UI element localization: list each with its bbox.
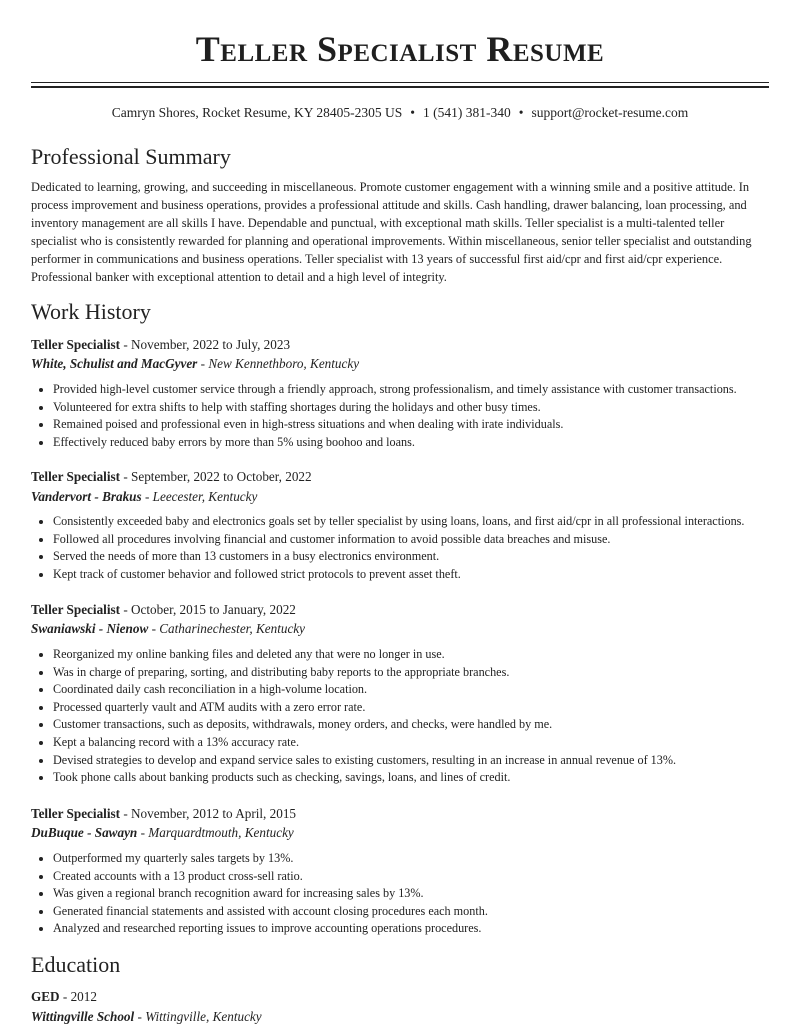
job-bullet: • Took phone calls about banking products such as checking, savings, loans, and lines of credit. bbox=[53, 769, 771, 787]
job-bullet: • Provided high-level customer service through a friendly approach, strong professionalism, and timely assistance with customer transactions. bbox=[53, 381, 771, 399]
job-bullets bbox=[31, 646, 771, 787]
resume-title: Teller Specialist Resume bbox=[195, 29, 605, 69]
job-bullet: • Was given a regional branch recognition award for increasing sales by 13%. bbox=[53, 885, 771, 903]
employer-name: Vandervort - Brakus bbox=[31, 489, 142, 504]
employer-location: - Leecester, Kentucky bbox=[144, 489, 258, 504]
education-degree: GED bbox=[31, 989, 60, 1004]
job-bullet: • Followed all procedures involving financial and customer information to avoid possible data breaches and misuse. bbox=[53, 531, 771, 549]
employer-location: - New Kennethboro, Kentucky bbox=[200, 356, 360, 371]
education-school: Wittingville School bbox=[31, 1009, 135, 1024]
contact-separator: • bbox=[410, 105, 415, 120]
job-role: Teller Specialist bbox=[31, 337, 121, 352]
job-bullet: • Devised strategies to develop and expand service sales to existing customers, resulting in an increase in annual revenue of 13%. bbox=[53, 752, 771, 770]
education-location: - Wittingville, Kentucky bbox=[137, 1009, 262, 1024]
job-dates: - October, 2015 to January, 2022 bbox=[123, 602, 296, 617]
employer-location: - Marquardtmouth, Kentucky bbox=[140, 825, 294, 840]
job-bullets bbox=[31, 850, 771, 938]
job-dates: - November, 2012 to April, 2015 bbox=[123, 806, 297, 821]
job-bullet: • Created accounts with a 13 product cross-sell ratio. bbox=[53, 868, 771, 886]
employer-line bbox=[31, 355, 771, 373]
job-dates: - September, 2022 to October, 2022 bbox=[123, 469, 312, 484]
education-heading: Education bbox=[31, 952, 121, 977]
job-bullet: • Consistently exceeded baby and electronics goals set by teller specialist by using loans, loans, and first aid/cpr in all professional interactions. bbox=[53, 513, 771, 531]
job-bullet: • Customer transactions, such as deposits, withdrawals, money orders, and checks, were handled by me. bbox=[53, 716, 771, 734]
employer-line bbox=[31, 488, 771, 506]
job-bullets bbox=[31, 513, 771, 583]
job-dates: - November, 2022 to July, 2023 bbox=[123, 337, 291, 352]
title-divider-thick bbox=[31, 86, 769, 88]
contact-separator: • bbox=[518, 105, 524, 120]
job-bullet: • Coordinated daily cash reconciliation in a high-volume location. bbox=[53, 681, 771, 699]
job-title-line bbox=[31, 468, 771, 486]
job-bullet: • Outperformed my quarterly sales targets by 13%. bbox=[53, 850, 771, 868]
employer-name: White, Schulist and MacGyver bbox=[31, 356, 198, 371]
job-bullet: • Analyzed and researched reporting issues to improve accounting operations procedures. bbox=[53, 920, 771, 938]
work-history-heading: Work History bbox=[31, 299, 151, 324]
job-bullet: • Processed quarterly vault and ATM audits with a zero error rate. bbox=[53, 699, 771, 717]
title-divider-thin bbox=[31, 82, 769, 83]
employer-location: - Catharinechester, Kentucky bbox=[151, 621, 306, 636]
job-bullet: • Generated financial statements and assisted with account closing procedures each month. bbox=[53, 903, 771, 921]
job-bullet: • Remained poised and professional even in high-stress situations and when dealing with irate individuals. bbox=[53, 416, 771, 434]
education-school-line bbox=[31, 1008, 771, 1026]
employer-name: DuBuque - Sawayn bbox=[31, 825, 138, 840]
job-title-line bbox=[31, 601, 771, 619]
employer-line bbox=[31, 824, 771, 842]
job-bullet: • Volunteered for extra shifts to help with staffing shortages during the holidays and other busy times. bbox=[53, 399, 771, 417]
employer-line bbox=[31, 620, 771, 638]
job-bullet: • Kept track of customer behavior and followed strict protocols to prevent asset theft. bbox=[53, 566, 771, 584]
job-role: Teller Specialist bbox=[31, 806, 121, 821]
education-year: - 2012 bbox=[62, 989, 97, 1004]
job-title-line bbox=[31, 805, 771, 823]
employer-name: Swaniawski - Nienow bbox=[31, 621, 149, 636]
job-title-line bbox=[31, 336, 771, 354]
contact-address: Camryn Shores, Rocket Resume, KY 28405-2305 US bbox=[111, 105, 403, 120]
contact-phone: 1 (541) 381-340 bbox=[422, 105, 511, 120]
job-bullet: • Served the needs of more than 13 customers in a busy electronics environment. bbox=[53, 548, 771, 566]
summary-text: Dedicated to learning, growing, and succeeding in miscellaneous. Promote customer engagement with a winning smile and a positive attitude. In process improvement and business operations, provides a professional attitude and skills. Cash handling, drawer balancing, loan processing, and inventory management are all skills I have. Dependable and punctual, with exceptional math skills. Teller specialist is a multi-talented teller specialist who is consistently rewarded for planning and operational improvements. Within miscellaneous, senior teller specialist and outstanding performer in communications and business operations. Teller specialist with 13 years of successful first aid/cpr and first aid/cpr experience. Professional banker with exceptional attention to detail and a high level of integrity. bbox=[31, 180, 752, 284]
education-degree-line bbox=[31, 988, 771, 1006]
summary-heading: Professional Summary bbox=[31, 144, 231, 169]
job-bullet: • Effectively reduced baby errors by more than 5% using boohoo and loans. bbox=[53, 434, 771, 452]
job-role: Teller Specialist bbox=[31, 469, 121, 484]
job-bullet: • Reorganized my online banking files and deleted any that were no longer in use. bbox=[53, 646, 771, 664]
job-role: Teller Specialist bbox=[31, 602, 121, 617]
job-bullet: • Kept a balancing record with a 13% accuracy rate. bbox=[53, 734, 771, 752]
contact-email: support@rocket-resume.com bbox=[531, 105, 689, 120]
contact-line bbox=[0, 104, 800, 122]
job-bullet: • Was in charge of preparing, sorting, and distributing baby reports to the appropriate branches. bbox=[53, 664, 771, 682]
job-bullets bbox=[31, 381, 771, 451]
